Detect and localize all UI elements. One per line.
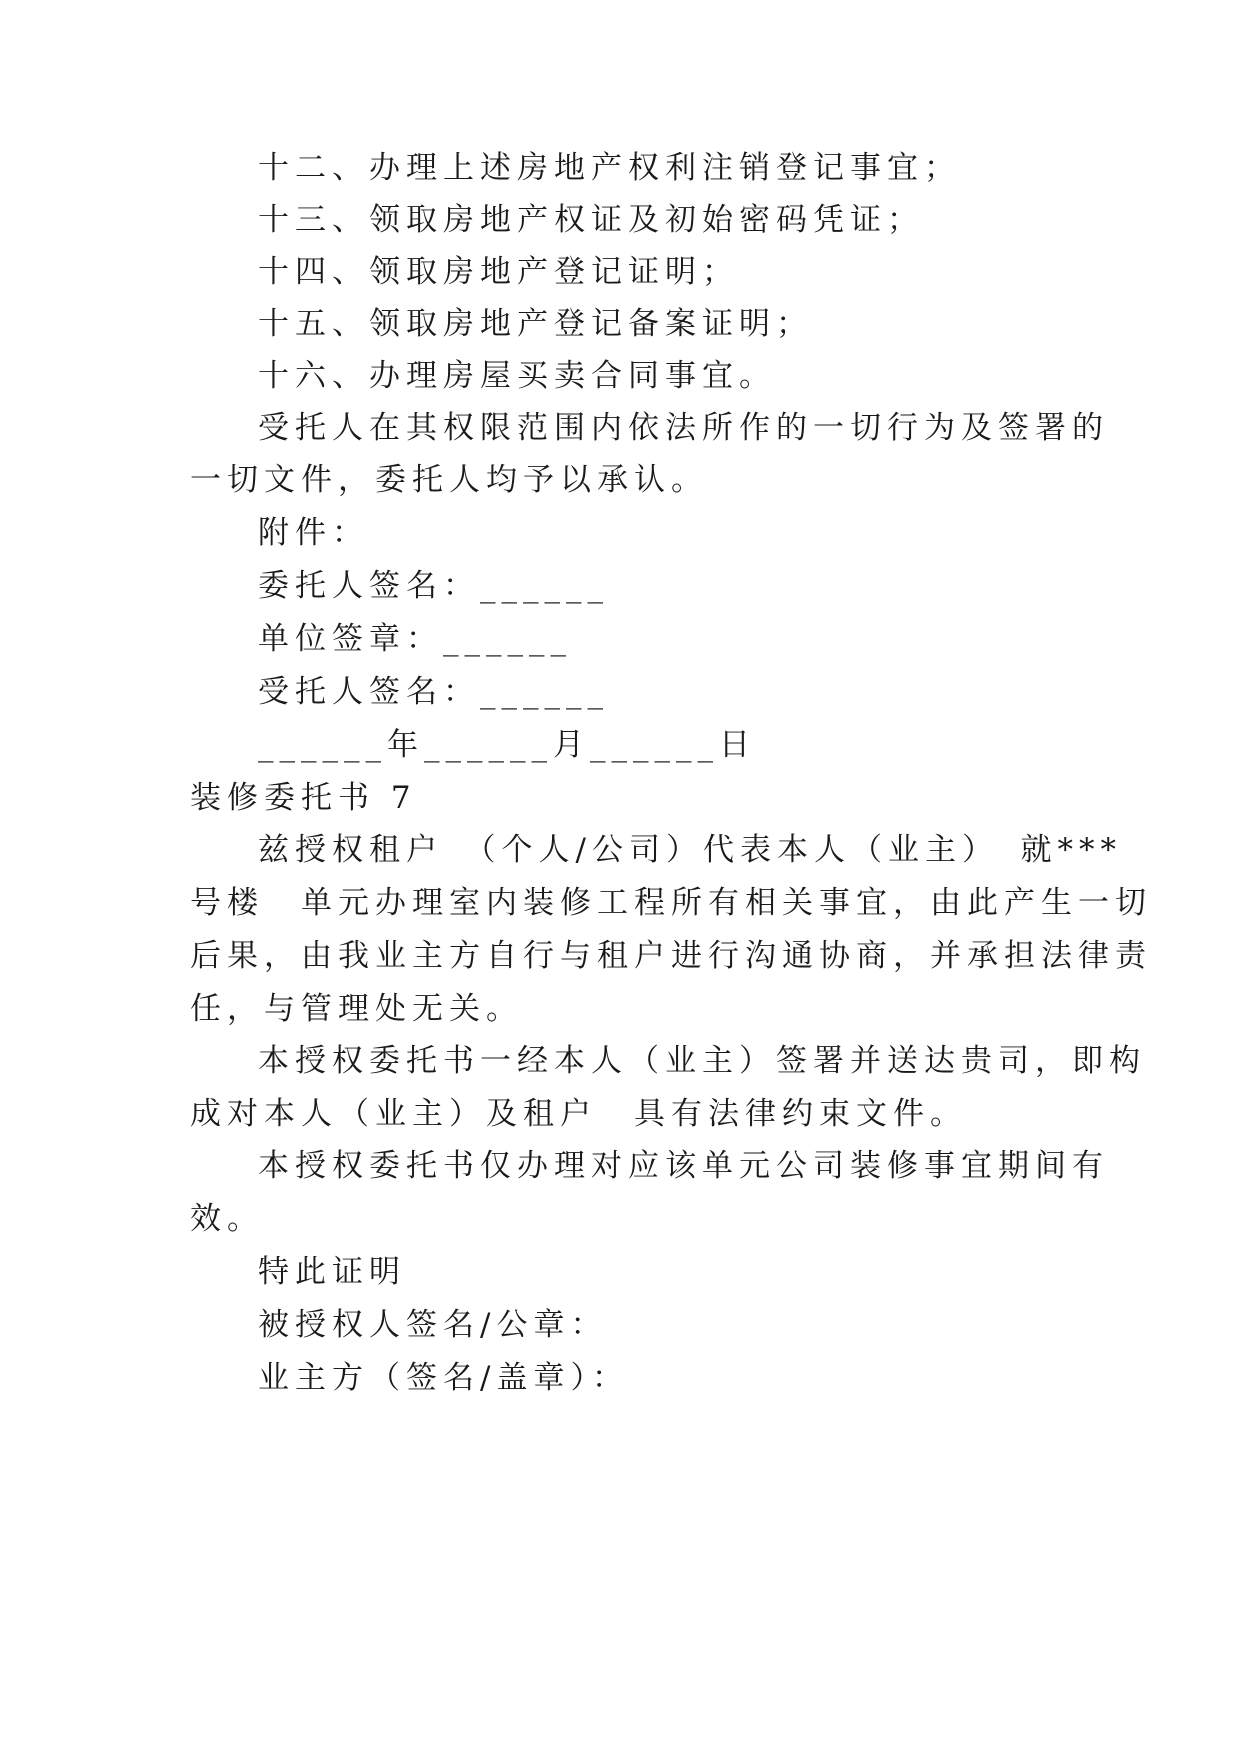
auth-paragraph-line1: 兹授权租户 （个人/公司）代表本人（业主） 就*** — [258, 832, 1122, 868]
certify-text: 特此证明 — [258, 1254, 406, 1290]
principal-signature: 委托人签名：______ — [258, 568, 609, 604]
item-15: 十五、领取房地产登记备案证明； — [258, 306, 813, 342]
item-16: 十六、办理房屋买卖合同事宜。 — [258, 358, 776, 394]
auth-paragraph-line2: 号楼 单元办理室内装修工程所有相关事宜，由此产生一切 — [190, 885, 1152, 921]
item-14: 十四、领取房地产登记证明； — [258, 254, 739, 290]
date-line: ______年______月______日 — [258, 727, 756, 763]
agent-signature: 受托人签名：______ — [258, 674, 609, 710]
effect-paragraph-line1: 本授权委托书一经本人（业主）签署并送达贵司，即构 — [258, 1043, 1146, 1079]
owner-signature: 业主方（签名/盖章）： — [258, 1360, 629, 1396]
item-12: 十二、办理上述房地产权利注销登记事宜； — [258, 150, 961, 186]
section-title: 装修委托书 7 — [190, 780, 417, 816]
acknowledge-paragraph-line2: 一切文件，委托人均予以承认。 — [190, 462, 708, 498]
effect-paragraph-line2: 成对本人（业主）及租户 具有法律约束文件。 — [190, 1096, 967, 1132]
acknowledge-paragraph-line1: 受托人在其权限范围内依法所作的一切行为及签署的 — [258, 410, 1109, 446]
grantee-signature: 被授权人签名/公章： — [258, 1307, 608, 1343]
auth-paragraph-line3: 后果，由我业主方自行与租户进行沟通协商，并承担法律责 — [190, 938, 1152, 974]
unit-seal: 单位签章：______ — [258, 621, 572, 657]
item-13: 十三、领取房地产权证及初始密码凭证； — [258, 202, 924, 238]
valid-paragraph-line2: 效。 — [190, 1201, 264, 1237]
auth-paragraph-line4: 任，与管理处无关。 — [190, 991, 523, 1027]
valid-paragraph-line1: 本授权委托书仅办理对应该单元公司装修事宜期间有 — [258, 1148, 1109, 1184]
attachment-label: 附件： — [258, 515, 369, 551]
